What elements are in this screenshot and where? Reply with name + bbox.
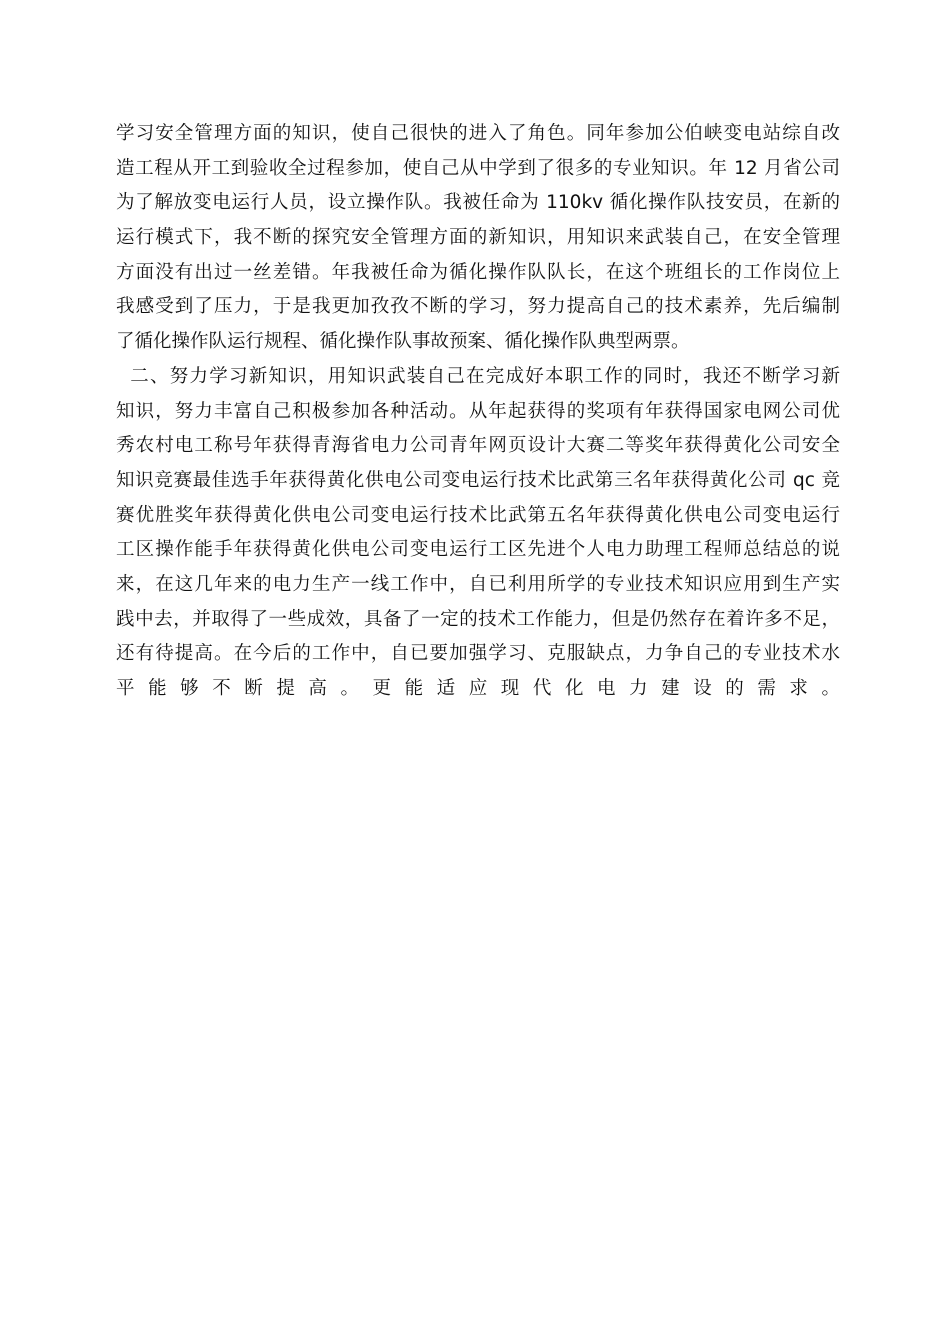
- text-line: [116, 707, 840, 742]
- paragraph-learning-awards: [116, 360, 840, 742]
- text-line: 学习安全管理方面的知识，使自己很快的进入了角色。同年参加公伯峡变电站综自改: [116, 123, 840, 144]
- text-line: 平能够不断提高。更能适应现代化电力建设的需求。: [116, 678, 840, 699]
- text-line: 工区操作能手年获得黄化供电公司变电运行工区先进个人电力助理工程师总结总的说: [116, 539, 840, 561]
- text-line: 秀农村电工称号年获得青海省电力公司青年网页设计大赛二等奖年获得黄化公司安全: [116, 435, 840, 457]
- text-line: 来，在这几年来的电力生产一线工作中，自已利用所学的专业技术知识应用到生产实: [116, 573, 840, 595]
- text-line: 知识竞赛最佳选手年获得黄化供电公司变电运行技术比武第三名年获得黄化公司 qc 竞: [116, 469, 840, 491]
- text-line: 为了解放变电运行人员，设立操作队。我被任命为 110kv 循化操作队技安员，在新的: [116, 192, 840, 214]
- text-line: 赛优胜奖年获得黄化供电公司变电运行技术比武第五名年获得黄化供电公司变电运行: [116, 504, 840, 526]
- paragraph-work-experience: [116, 117, 840, 360]
- text-line: 造工程从开工到验收全过程参加，使自己从中学到了很多的专业知识。年 12 月省公司: [116, 157, 840, 179]
- text-line: 运行模式下，我不断的探究安全管理方面的新知识，用知识来武装自己，在安全管理: [116, 227, 840, 249]
- text-line: 践中去，并取得了一些成效，具备了一定的技术工作能力，但是仍然存在着许多不足，: [116, 608, 840, 630]
- body-text: [116, 117, 840, 741]
- text-line: 方面没有出过一丝差错。年我被任命为循化操作队队长，在这个班组长的工作岗位上: [116, 261, 840, 283]
- text-line: 了循化操作队运行规程、循化操作队事故预案、循化操作队典型两票。: [116, 331, 690, 353]
- text-line: 二、努力学习新知识，用知识武装自己在完成好本职工作的同时，我还不断学习新: [116, 365, 840, 387]
- text-line: 还有待提高。在今后的工作中，自已要加强学习、克服缺点，力争自己的专业技术水: [116, 643, 840, 665]
- text-line: 我感受到了压力，于是我更加孜孜不断的学习，努力提高自己的技术素养，先后编制: [116, 296, 840, 318]
- text-line: 知识，努力丰富自己积极参加各种活动。从年起获得的奖项有年获得国家电网公司优: [116, 400, 840, 422]
